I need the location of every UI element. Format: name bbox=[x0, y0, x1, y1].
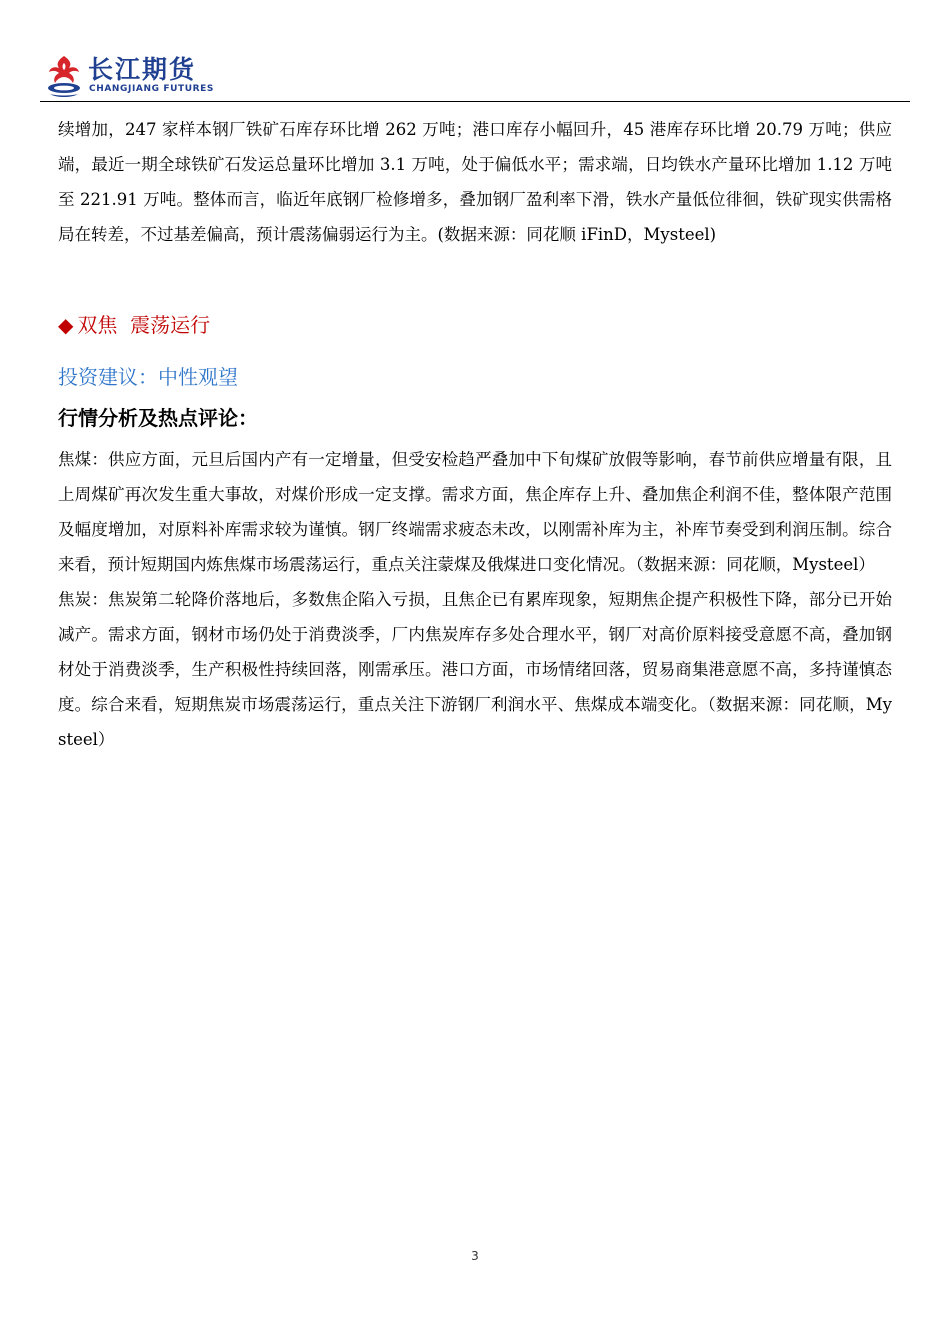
document-body bbox=[58, 112, 892, 757]
brand-name-en: CHANGJIANG FUTURES bbox=[89, 84, 215, 94]
page-header bbox=[40, 50, 910, 102]
analysis-heading: 行情分析及热点评论： bbox=[58, 406, 258, 430]
investment-advice: 投资建议：中性观望 bbox=[58, 365, 238, 389]
coke-section-title-text: 双焦 震荡运行 bbox=[77, 313, 211, 337]
changjiang-phoenix-logo-icon bbox=[44, 54, 84, 100]
page-number: 3 bbox=[471, 1249, 479, 1263]
analysis-paragraphs bbox=[58, 442, 892, 757]
iron-ore-continuation-paragraph: 续增加，247 家样本钢厂铁矿石库存环比增 262 万吨；港口库存小幅回升，45 港库存环比增 20.79 万吨；供应端，最近一期全球铁矿石发运总量环比增加 3.1 万吨，处于偏低水平；需求端，日均铁水产量环比增加 1.12 万吨至 221.91 万吨。整体而言，临近年底钢厂检修增多，叠加钢厂盈利率下滑，铁水产量低位徘徊，铁矿现实供需格局在转差，不过基差偏高，预计震荡偏弱运行为主。(数据来源：同花顺 iFinD，Mysteel) bbox=[58, 120, 892, 244]
coke-paragraph: 焦炭：焦炭第二轮降价落地后，多数焦企陷入亏损，且焦企已有累库现象，短期焦企提产积极性下降，部分已开始减产。需求方面，钢材市场仍处于消费淡季，厂内焦炭库存多处合理水平，钢厂对高价原料接受意愿不高，叠加钢材处于消费淡季，生产积极性持续回落，刚需承压。港口方面，市场情绪回落，贸易商集港意愿不高，多持谨慎态度。综合来看，短期焦炭市场震荡运行，重点关注下游钢厂利润水平、焦煤成本端变化。（数据来源：同花顺，Mysteel） bbox=[58, 590, 892, 749]
brand-name-cn: 长江期货 bbox=[88, 55, 197, 84]
coking-coal-paragraph: 焦煤：供应方面，元旦后国内产有一定增量，但受安检趋严叠加中下旬煤矿放假等影响，春节前供应增量有限，且上周煤矿再次发生重大事故，对煤价形成一定支撑。需求方面，焦企库存上升、叠加焦企利润不佳，整体限产范围及幅度增加，对原料补库需求较为谨慎。钢厂终端需求疲态未改，以刚需补库为主，补库节奏受到利润压制。综合来看，预计短期国内炼焦煤市场震荡运行，重点关注蒙煤及俄煤进口变化情况。（数据来源：同花顺，Mysteel） bbox=[58, 450, 892, 574]
diamond-bullet-icon: ◆ bbox=[58, 313, 74, 337]
coke-section-title bbox=[58, 311, 892, 339]
header-divider bbox=[40, 101, 910, 102]
